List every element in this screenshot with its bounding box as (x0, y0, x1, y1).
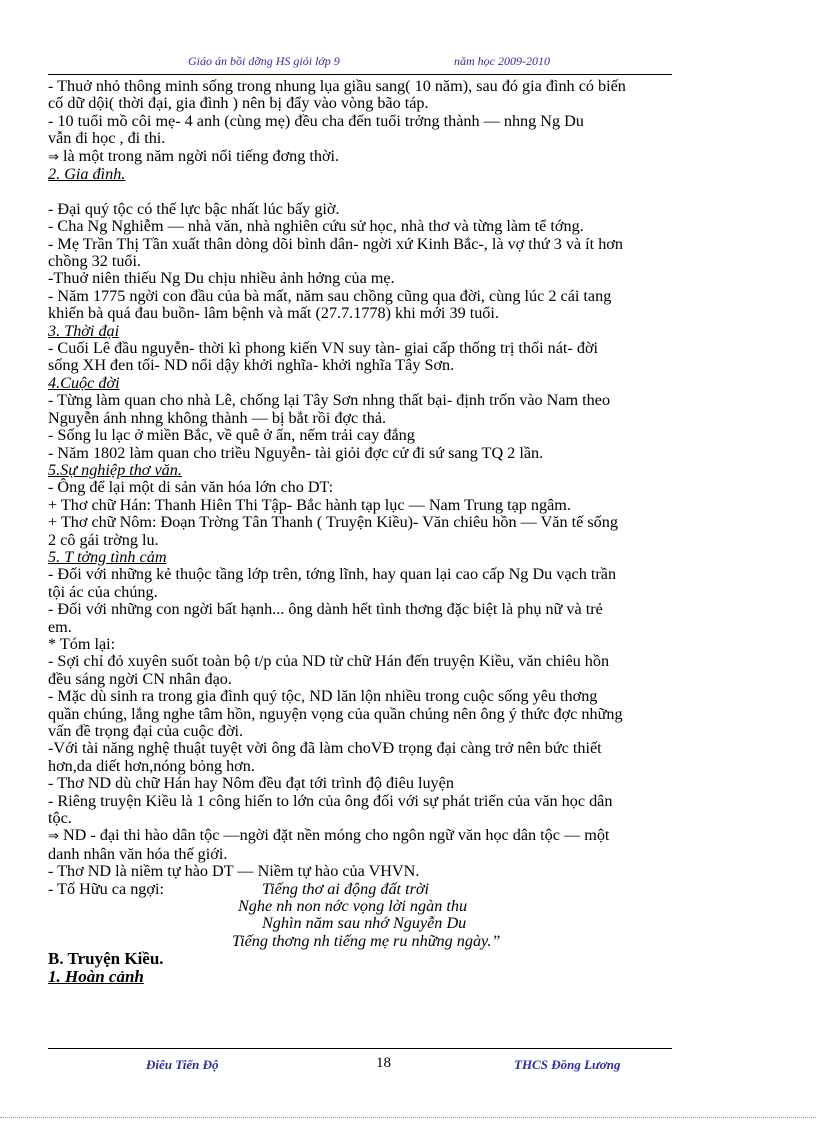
text-line: hơn,da diết hơn,nóng bỏng hơn. (48, 756, 255, 775)
text-line: * Tóm lại: (48, 634, 116, 653)
text-line: em. (48, 617, 72, 636)
page-number: 18 (376, 1055, 391, 1071)
poem-row (48, 898, 728, 915)
text-line: - Cuối Lê đầu nguyễn- thời kì phong kiến VN suy tàn- giai cấp thống trị thối nát- đời (48, 339, 599, 358)
conclusion-line (48, 827, 728, 845)
text-line: -Với tài năng nghệ thuật tuyệt vời ông đã làm choVĐ trọng đại càng trở nên bức thiết (48, 739, 602, 758)
poem-row (48, 915, 728, 932)
conclusion-line (48, 148, 728, 166)
double-arrow-icon: ⇒ (48, 149, 59, 165)
poem-row (48, 881, 728, 898)
text-line: + Thơ chữ Nôm: Đoạn Trờng Tân Thanh ( Truyện Kiều)- Văn chiêu hồn — Văn tế sống (48, 513, 618, 532)
text-line: - Năm 1775 ngời con đầu của bà mất, năm sau chồng cũng qua đời, cùng lúc 2 cái tang (48, 286, 612, 305)
page-header (48, 50, 672, 75)
text-line: sống XH đen tối- ND nổi dậy khởi nghĩa- khởi nghĩa Tây Sơn. (48, 356, 455, 375)
text-line: vẫn đi học , đi thi. (48, 129, 166, 148)
page-footer (48, 1048, 672, 1075)
section-b-subheading: 1. Hoàn cảnh (48, 966, 144, 986)
text-line: - Mặc dù sinh ra trong gia đình quý tộc, ND lăn lộn nhiều trong cuộc sống yêu thơng (48, 687, 598, 706)
section-heading: 5. T tởng tình cảm (48, 547, 167, 566)
text-line: khiến bà quá đau buồn- lâm bệnh và mất (27.7.1778) khi mới 39 tuổi. (48, 304, 499, 323)
text-line: - Mẹ Trần Thị Tần xuất thân dòng dõi bình dân- ngời xứ Kinh Bắc-, là vợ thứ 3 và ít hơn (48, 234, 623, 253)
text-line: - Thuở nhỏ thông minh sống trong nhung lụa giầu sang( 10 năm), sau đó gia đình có biến (48, 77, 626, 95)
text-line: - Đại quý tộc có thế lực bậc nhất lúc bấy giờ. (48, 199, 340, 218)
text-line: + Thơ chữ Hán: Thanh Hiên Thi Tập- Bắc hành tạp lục — Nam Trung tạp ngâm. (48, 495, 571, 514)
text-line: - Thơ ND dù chữ Hán hay Nôm đều đạt tới trình độ điêu luyện (48, 774, 454, 793)
bottom-dotted-rule (0, 1117, 816, 1120)
text-line: Nguyễn ánh nhng không thành — bị bắt rồi đợc thả. (48, 408, 387, 427)
poem-row (48, 933, 728, 950)
text-line: danh nhân văn hóa thế giới. (48, 844, 228, 863)
header-title: Giáo án bồi dỡng HS giỏi lớp 9 (188, 54, 340, 68)
double-arrow-icon: ⇒ (48, 829, 59, 845)
text-line: - Đối với những kẻ thuộc tầng lớp trên, tớng lĩnh, hay quan lại cao cấp Ng Du vạch trần (48, 565, 617, 584)
text-line: quần chúng, lắng nghe tâm hồn, nguyện vọng của quần chúng nên ông ý thức đợc những (48, 704, 623, 723)
poem-line: Tiếng thơng nh tiếng mẹ ru những ngày.” (232, 931, 501, 950)
text-line: - Cha Ng Nghiễm — nhà văn, nhà nghiên cứu sử học, nhà thơ và từng làm tể tớng. (48, 217, 584, 236)
poem-intro: - Tố Hữu ca ngợi: (48, 879, 164, 898)
text-line: - Riêng truyện Kiều là 1 công hiến to lớn của ông đối với sự phát triển của văn học dân (48, 791, 613, 810)
footer-author: Điêu Tiến Độ (146, 1057, 219, 1072)
text-line: vấn đề trọng đại của cuộc đời. (48, 722, 244, 741)
text-line: - Ông để lại một di sản văn hóa lớn cho DT: (48, 478, 334, 497)
text-line: cố dữ dội( thời đại, gia đình ) nên bị đẩy vào vòng bão táp. (48, 94, 429, 113)
document-body (48, 78, 728, 985)
text-line: 2 cô gái trờng lu. (48, 530, 159, 549)
header-year: năm học 2009-2010 (454, 54, 550, 68)
blank-line (48, 183, 728, 200)
conclusion-text: là một trong năm ngời nổi tiếng đơng thời. (58, 146, 340, 165)
text-line: đều sáng ngời CN nhân đạo. (48, 669, 232, 688)
poem-line: Nghìn năm sau nhớ Nguyễn Du (262, 914, 467, 933)
section-b-title: B. Truyện Kiều. (48, 949, 164, 969)
section-heading: 2. Gia đình. (48, 165, 126, 184)
section-heading: 4.Cuộc đời (48, 373, 120, 392)
text-line: - Sợi chỉ đỏ xuyên suốt toàn bộ t/p của ND từ chữ Hán đến truyện Kiều, văn chiêu hồn (48, 652, 610, 671)
text-line: - Sống lu lạc ở miền Bắc, về quê ở ẩn, nếm trải cay đắng (48, 426, 415, 445)
section-heading: 5.Sự nghiệp thơ văn. (48, 460, 182, 479)
text-line: - Từng làm quan cho nhà Lê, chống lại Tây Sơn nhng thất bại- định trốn vào Nam theo (48, 391, 611, 410)
text-line: - Năm 1802 làm quan cho triều Nguyễn- tài giỏi đợc cử đi sứ sang TQ 2 lần. (48, 443, 544, 462)
text-line: - Thơ ND là niềm tự hào DT — Niềm tự hào của VHVN. (48, 862, 420, 881)
text-line: tộc. (48, 809, 72, 828)
conclusion-text: ND - đại thi hào dân tộc —ngời đặt nền móng cho ngôn ngữ văn học dân tộc — một (58, 826, 610, 845)
poem-line: Nghe nh non nớc vọng lời ngàn thu (238, 897, 468, 916)
text-line: - 10 tuổi mồ côi mẹ- 4 anh (cùng mẹ) đều cha đến tuổi trởng thành — nhng Ng Du (48, 111, 584, 130)
section-heading: 3. Thời đại (48, 321, 120, 340)
text-line: chồng 32 tuổi. (48, 252, 142, 271)
footer-school: THCS Đồng Lương (514, 1057, 621, 1072)
text-line: tội ác của chúng. (48, 582, 158, 601)
poem-line: Tiếng thơ ai động đất trời (262, 879, 430, 898)
text-line: - Đối với những con ngời bất hạnh... ông dành hết tình thơng đặc biệt là phụ nữ và trẻ (48, 600, 603, 619)
text-line: -Thuở niên thiếu Ng Du chịu nhiều ảnh hởng của mẹ. (48, 269, 395, 288)
